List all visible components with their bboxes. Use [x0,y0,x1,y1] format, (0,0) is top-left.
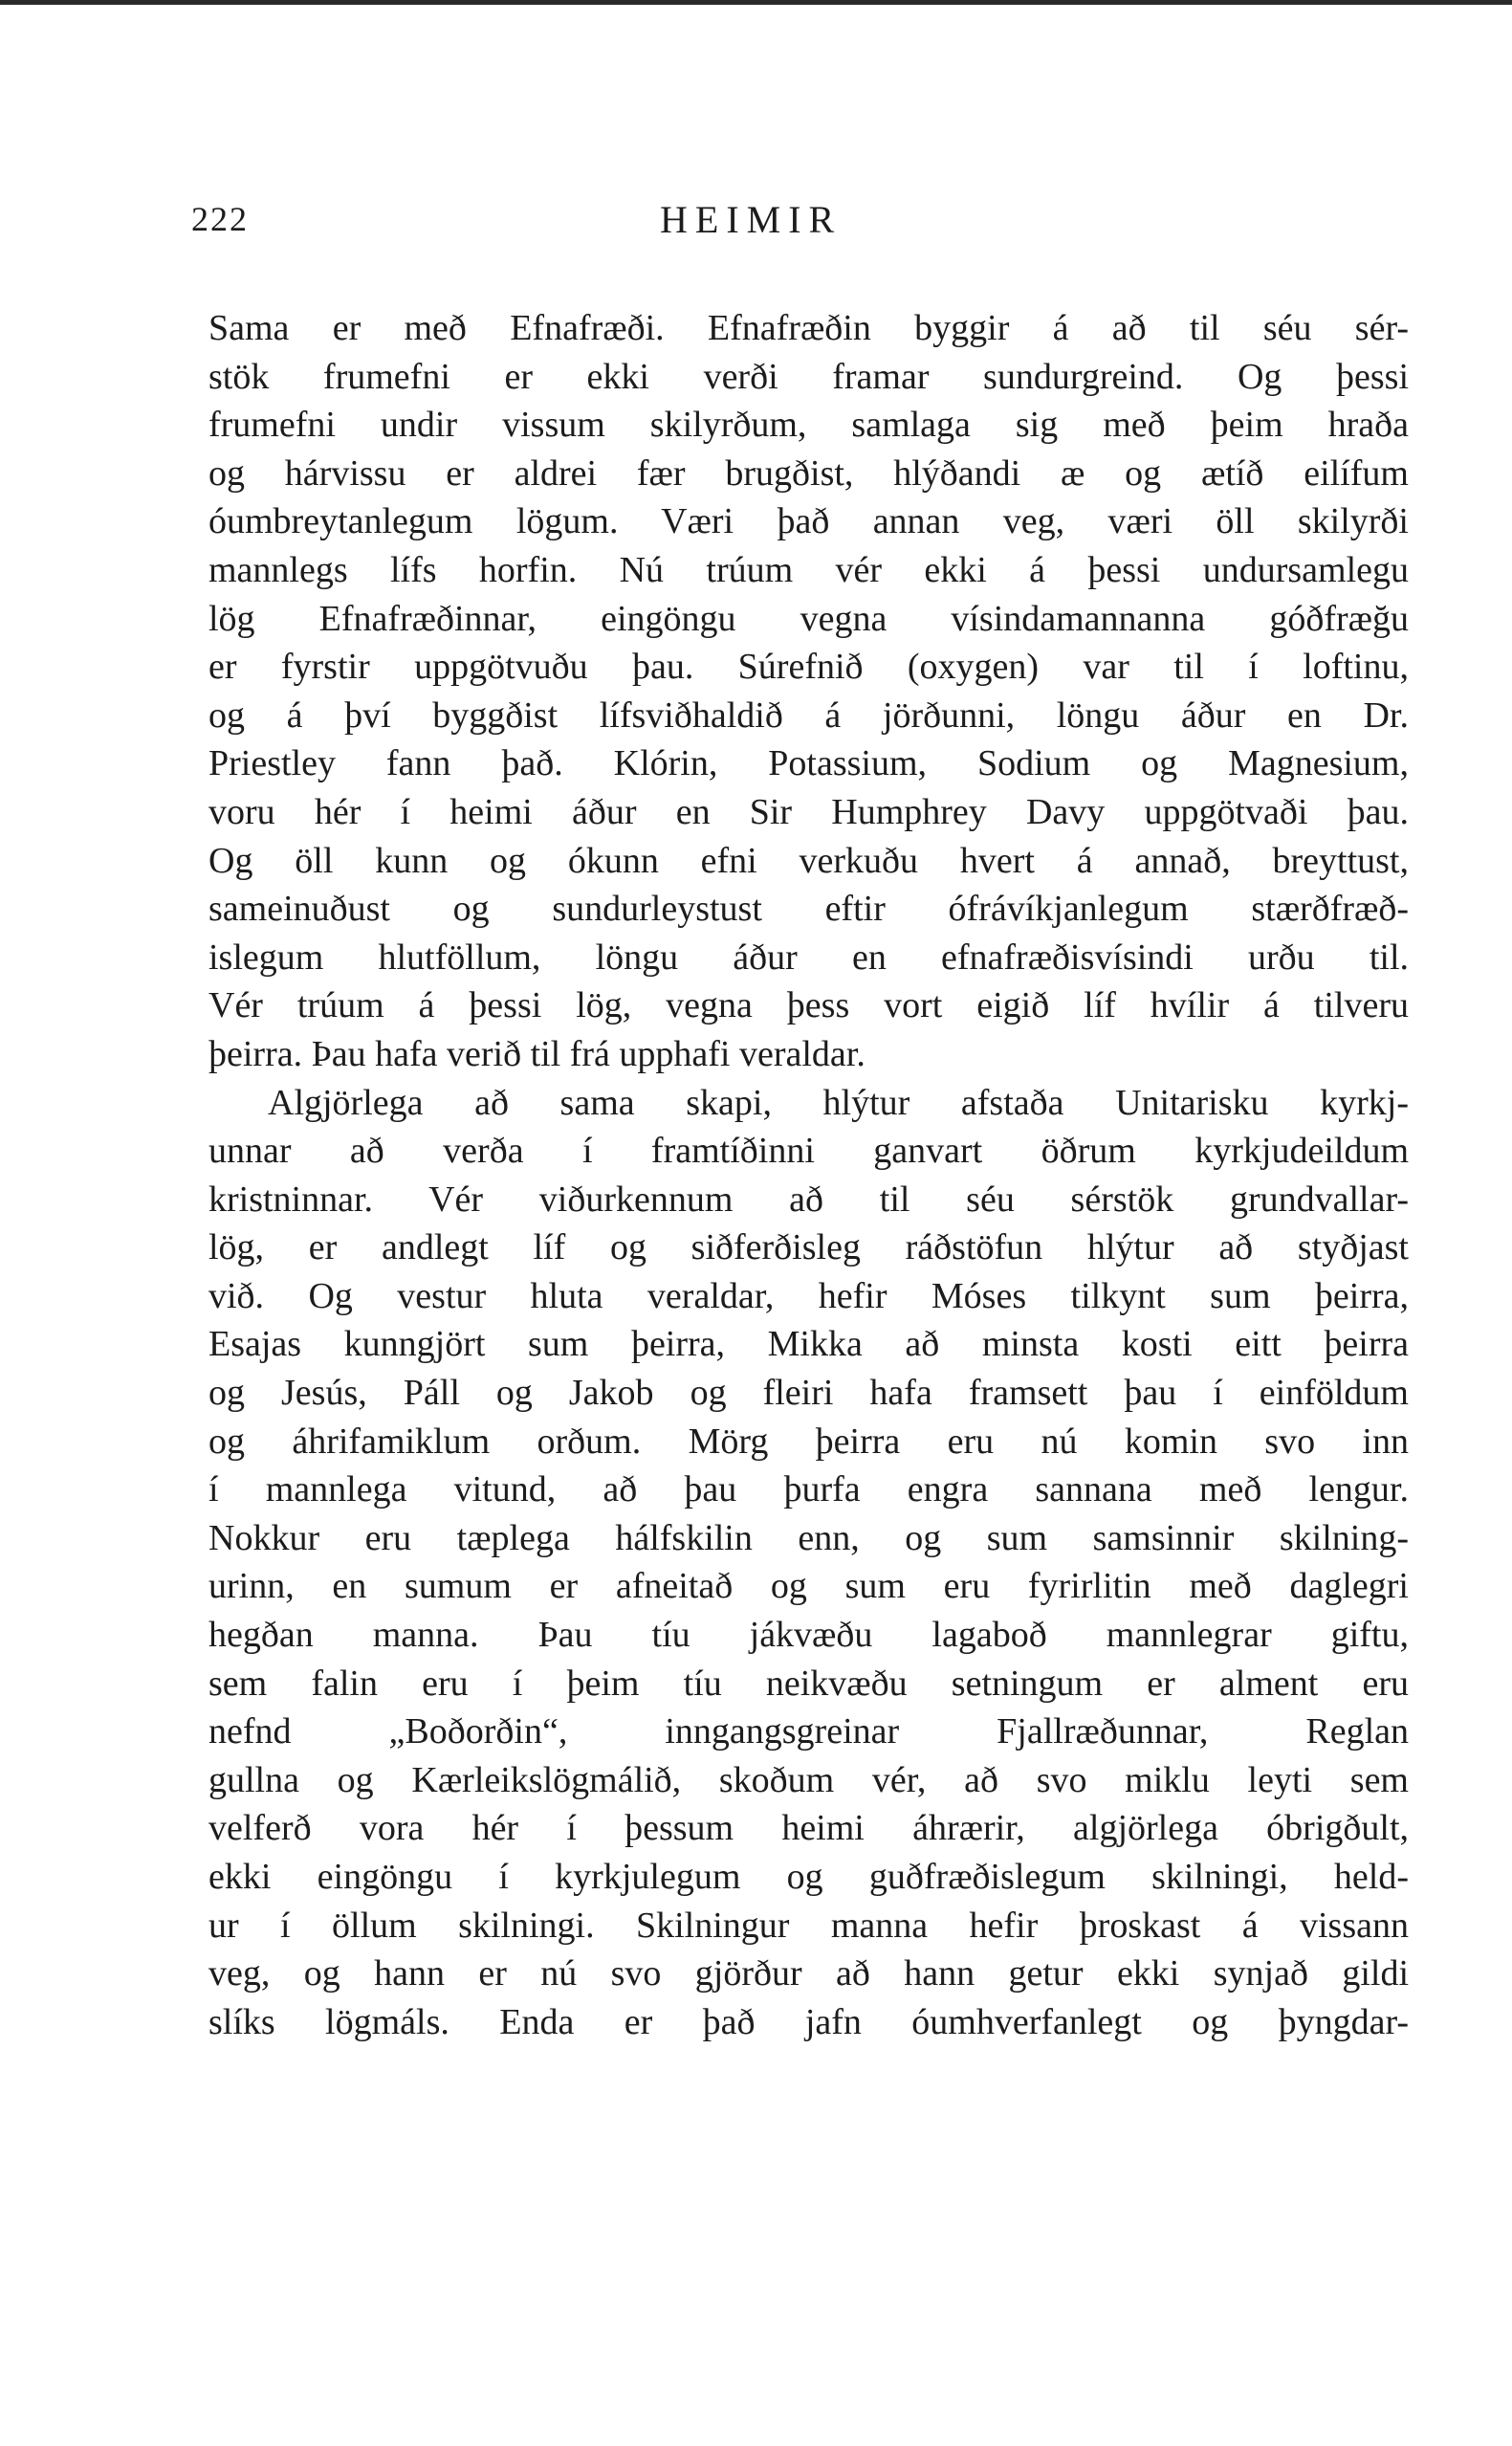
text-line: sameinuðust og sundurleystust eftir ófrávíkjanlegum stærðfræð- [208,889,1409,930]
text-line: Nokkur eru tæplega hálfskilin enn, og sum samsinnir skilning- [208,1517,1409,1558]
text-line: stök frumefni er ekki verði framar sundurgreind. Og þessi [208,356,1409,397]
top-border-rule [0,0,1512,5]
text-line: mannlegs lífs horfin. Nú trúum vér ekki á þessi undursamlegu [208,549,1409,590]
text-line: óumbreytanlegum lögum. Væri það annan veg, væri öll skilyrði [208,501,1409,542]
text-line: þeirra. Þau hafa verið til frá upphafi veraldar. [208,1033,866,1074]
text-line: voru hér í heimi áður en Sir Humphrey Davy uppgötvaði þau. [208,791,1409,832]
text-line: Esajas kunngjört sum þeirra, Mikka að minsta kosti eitt þeirra [208,1324,1409,1365]
text-line: unnar að verða í framtíðinni ganvart öðrum kyrkjudeildum [208,1131,1409,1172]
text-line: veg, og hann er nú svo gjörður að hann getur ekki synjað gildi [208,1953,1409,1994]
text-line: ur í öllum skilningi. Skilningur manna hefir þroskast á vissann [208,1905,1409,1946]
page-number: 222 [191,200,249,238]
text-line: Vér trúum á þessi lög, vegna þess vort eigið líf hvílir á tilveru [208,985,1409,1026]
text-line: islegum hlutföllum, löngu áður en efnafræðisvísindi urðu til. [208,937,1409,978]
text-line: lög, er andlegt líf og siðferðisleg ráðstöfun hlýtur að styðjast [208,1227,1409,1268]
text-line: lög Efnafræðinnar, eingöngu vegna vísindamannanna góðfræğu [208,598,1409,639]
text-line: frumefni undir vissum skilyrðum, samlaga sig með þeim hraða [208,405,1409,446]
text-line: Algjörlega að sama skapi, hlýtur afstaða Unitarisku kyrkj- [268,1082,1409,1123]
text-line: Og öll kunn og ókunn efni verkuðu hvert á annað, breyttust, [208,840,1409,881]
text-line: og hárvissu er aldrei fær brugðist, hlýðandi æ og ætíð eilífum [208,452,1409,494]
text-line: er fyrstir uppgötvuðu þau. Súrefnið (oxygen) var til í loftinu, [208,647,1409,688]
text-line: velferð vora hér í þessum heimi áhrærir, algjörlega óbrigðult, [208,1808,1409,1849]
text-line: og Jesús, Páll og Jakob og fleiri hafa framsett þau í einföldum [208,1373,1409,1414]
running-title: HEIMIR [660,198,843,241]
text-line: við. Og vestur hluta veraldar, hefir Móses tilkynt sum þeirra, [208,1275,1409,1316]
text-line: í mannlega vitund, að þau þurfa engra sannana með lengur. [208,1469,1409,1510]
text-line: Priestley fann það. Klórin, Potassium, Sodium og Magnesium, [208,743,1409,784]
text-line: Sama er með Efnafræði. Efnafræðin byggir á að til séu sér- [208,308,1409,348]
text-line: kristninnar. Vér viðurkennum að til séu sérstök grundvallar- [208,1179,1409,1220]
text-line: urinn, en sumum er afneitað og sum eru fyrirlitin með daglegri [208,1566,1409,1607]
text-line: hegðan manna. Þau tíu jákvæðu lagaboð mannlegrar giftu, [208,1615,1409,1656]
text-line: ekki eingöngu í kyrkjulegum og guðfræðislegum skilningi, held- [208,1857,1409,1897]
text-line: nefnd „Boðorðin“, inngangsgreinar Fjallræðunnar, Reglan [208,1711,1409,1752]
text-line: slíks lögmáls. Enda er það jafn óumhverfanlegt og þyngdar- [208,2001,1409,2042]
text-line: og áhrifamiklum orðum. Mörg þeirra eru nú komin svo inn [208,1421,1409,1462]
text-line: gullna og Kærleikslögmálið, skoðum vér, að svo miklu leyti sem [208,1759,1409,1800]
text-line: sem falin eru í þeim tíu neikvæðu setningum er alment eru [208,1663,1409,1704]
text-line: og á því byggðist lífsviðhaldið á jörðunni, löngu áður en Dr. [208,694,1409,736]
body-text [208,304,1409,2046]
